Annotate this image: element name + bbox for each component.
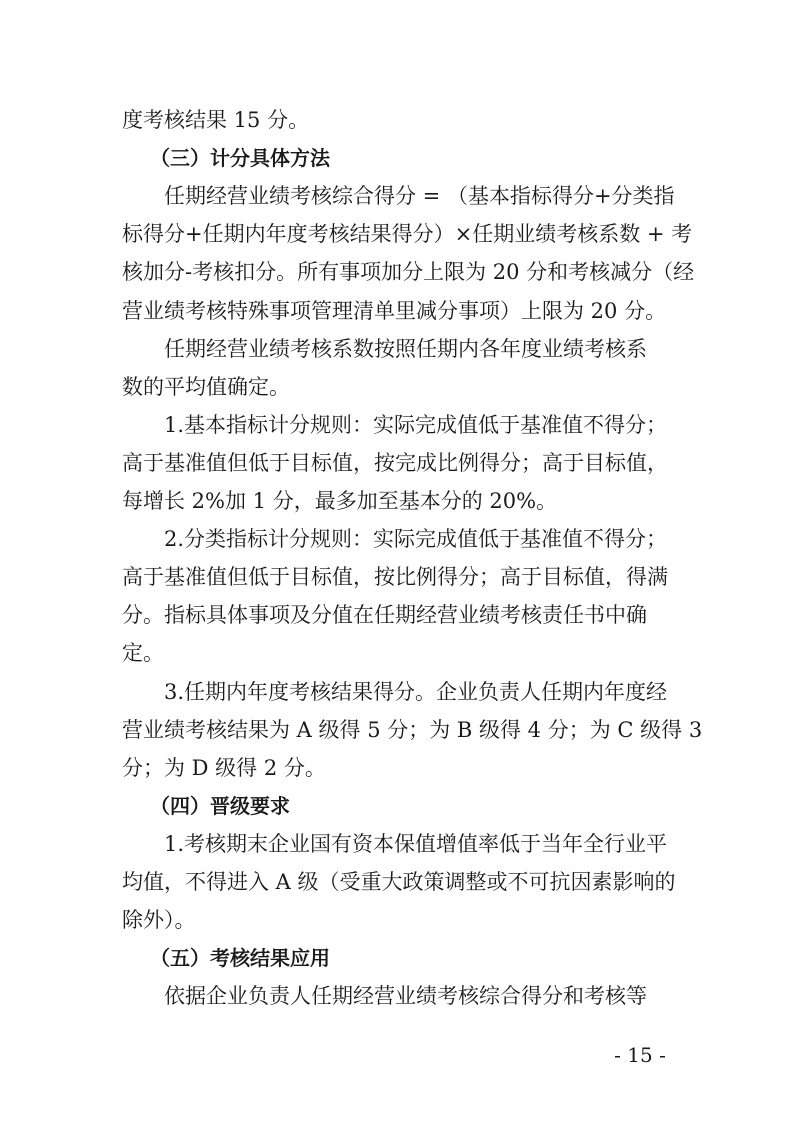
text-line: 均值，不得进入 A 级（受重大政策调整或不可抗因素影响的	[122, 870, 676, 894]
text-line: 分。指标具体事项及分值在任期经营业绩考核责任书中确	[122, 603, 647, 627]
text-line: 除外）。	[122, 908, 196, 932]
page-number: - 15 -	[614, 1043, 666, 1067]
text-line: 分；为 D 级得 2 分。	[122, 756, 326, 780]
text-line: 营业绩考核结果为 A 级得 5 分；为 B 级得 4 分；为 C 级得 3	[122, 718, 703, 742]
text-line: 营业绩考核特殊事项管理清单里减分事项）上限为 20 分。	[122, 299, 667, 323]
section-heading: （四）晋级要求	[150, 794, 290, 818]
section-heading: （五）考核结果应用	[150, 946, 330, 970]
text-line: 3.任期内年度考核结果得分。企业负责人任期内年度经	[164, 680, 668, 704]
text-line: 定。	[122, 641, 164, 665]
section-heading: （三）计分具体方法	[150, 146, 330, 170]
text-line: 2.分类指标计分规则：实际完成值低于基准值不得分；	[164, 527, 668, 551]
text-line: 任期经营业绩考核综合得分 = （基本指标得分+分类指	[164, 184, 675, 208]
text-line: 高于基准值但低于目标值，按完成比例得分；高于目标值，	[122, 451, 668, 475]
text-line: 1.考核期末企业国有资本保值增值率低于当年全行业平	[164, 832, 668, 856]
text-line: 1.基本指标计分规则：实际完成值低于基准值不得分；	[164, 413, 668, 437]
text-line: 每增长 2%加 1 分，最多加至基本分的 20%。	[122, 489, 558, 513]
text-line: 核加分-考核扣分。所有事项加分上限为 20 分和考核减分（经	[122, 260, 695, 284]
text-line: 依据企业负责人任期经营业绩考核综合得分和考核等	[164, 984, 647, 1008]
text-line: 度考核结果 15 分。	[122, 108, 310, 132]
text-line: 高于基准值但低于目标值，按比例得分；高于目标值，得满	[122, 565, 668, 589]
text-line: 任期经营业绩考核系数按照任期内各年度业绩考核系	[164, 337, 647, 361]
text-line: 标得分+任期内年度考核结果得分）×任期业绩考核系数 + 考	[122, 222, 693, 246]
text-line: 数的平均值确定。	[122, 375, 290, 399]
